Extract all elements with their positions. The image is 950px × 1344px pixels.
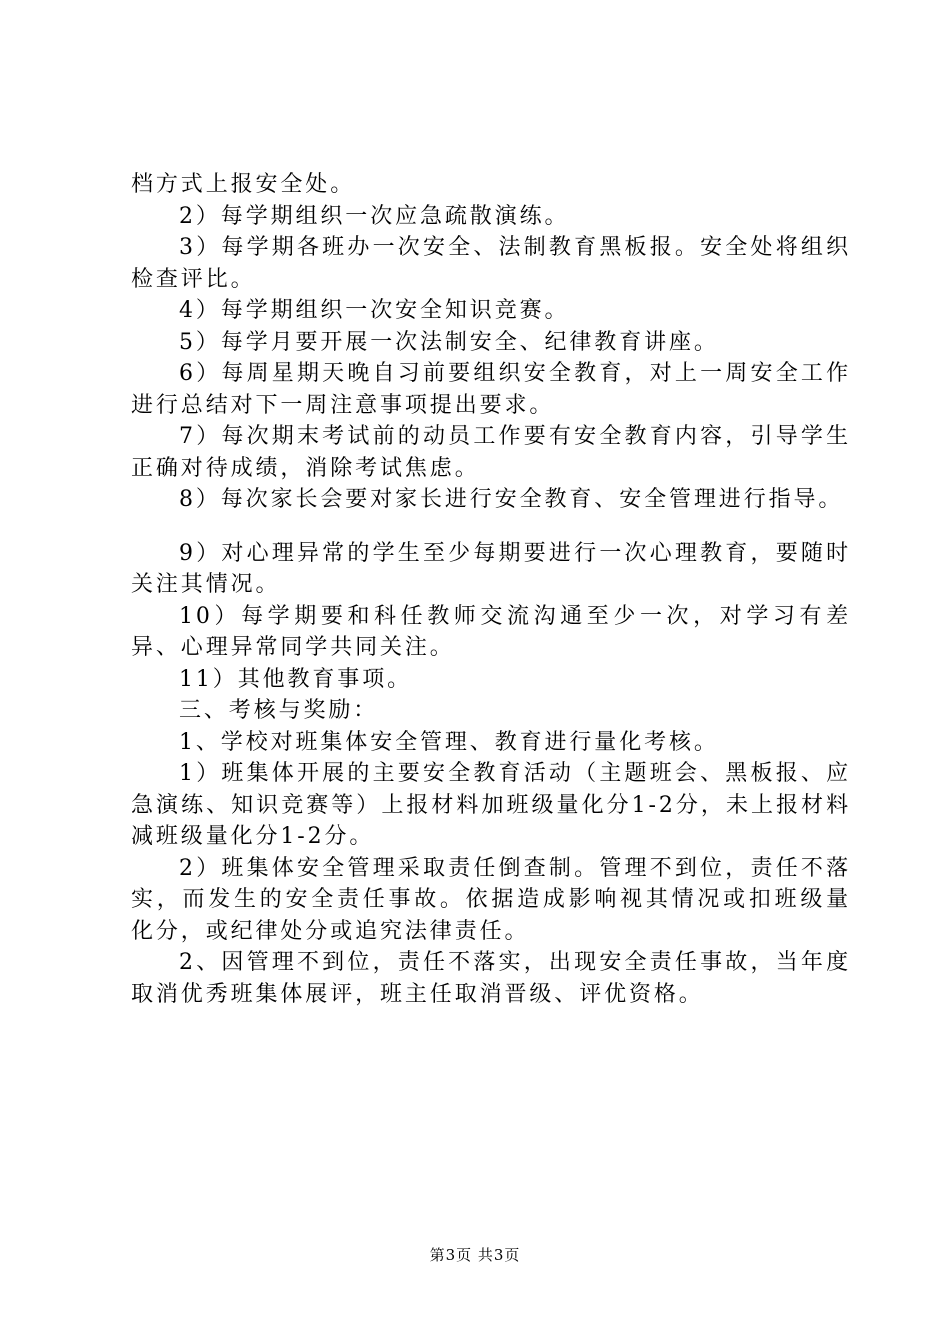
paragraph-item-4: 4）每学期组织一次安全知识竞赛。 [179,298,570,323]
paragraph-item-11: 11）其他教育事项。 [179,666,412,692]
document-body [131,169,851,1010]
paragraph-item-10: 10）每学期要和科任教师交流沟通至少一次，对学习有差异、心理异常同学共同关注。 [131,603,851,660]
paragraph-item-2: 2）每学期组织一次应急疏散演练。 [179,203,570,229]
paragraph-assessment-1-1: 1）班集体开展的主要安全教育活动（主题班会、黑板报、应急演练、知识竞赛等）上报材料加班级量化分1-2分，未上报材料减班级量化分1-2分。 [131,761,851,849]
paragraph-item-3: 3）每学期各班办一次安全、法制教育黑板报。安全处将组织检查评比。 [131,235,851,292]
paragraph-assessment-2: 2、因管理不到位，责任不落实，出现安全责任事故，当年度取消优秀班集体展评，班主任取消晋级、评优资格。 [131,950,851,1007]
paragraph-assessment-1-2: 2）班集体安全管理采取责任倒查制。管理不到位，责任不落实，而发生的安全责任事故。依据造成影响视其情况或扣班级量化分，或纪律处分或追究法律责任。 [131,855,851,944]
paragraph-item-5: 5）每学月要开展一次法制安全、纪律教育讲座。 [179,329,719,355]
paragraph-item-6: 6）每周星期天晚自习前要组织安全教育，对上一周安全工作进行总结对下一周注意事项提出要求。 [131,361,851,418]
paragraph-item-7: 7）每次期末考试前的动员工作要有安全教育内容，引导学生正确对待成绩，消除考试焦虑。 [131,424,851,481]
paragraph-assessment-1: 1、学校对班集体安全管理、教育进行量化考核。 [179,729,719,755]
paragraph-item-9: 9）对心理异常的学生至少每期要进行一次心理教育，要随时关注其情况。 [131,540,851,597]
page-footer: 第3页 共3页 [429,1246,521,1264]
paragraph-item-8: 8）每次家长会要对家长进行安全教育、安全管理进行指导。 [179,487,844,512]
section-heading-assessment: 三、考核与奖励： [179,698,379,723]
paragraph-continuation: 档方式上报安全处。 [131,172,356,197]
